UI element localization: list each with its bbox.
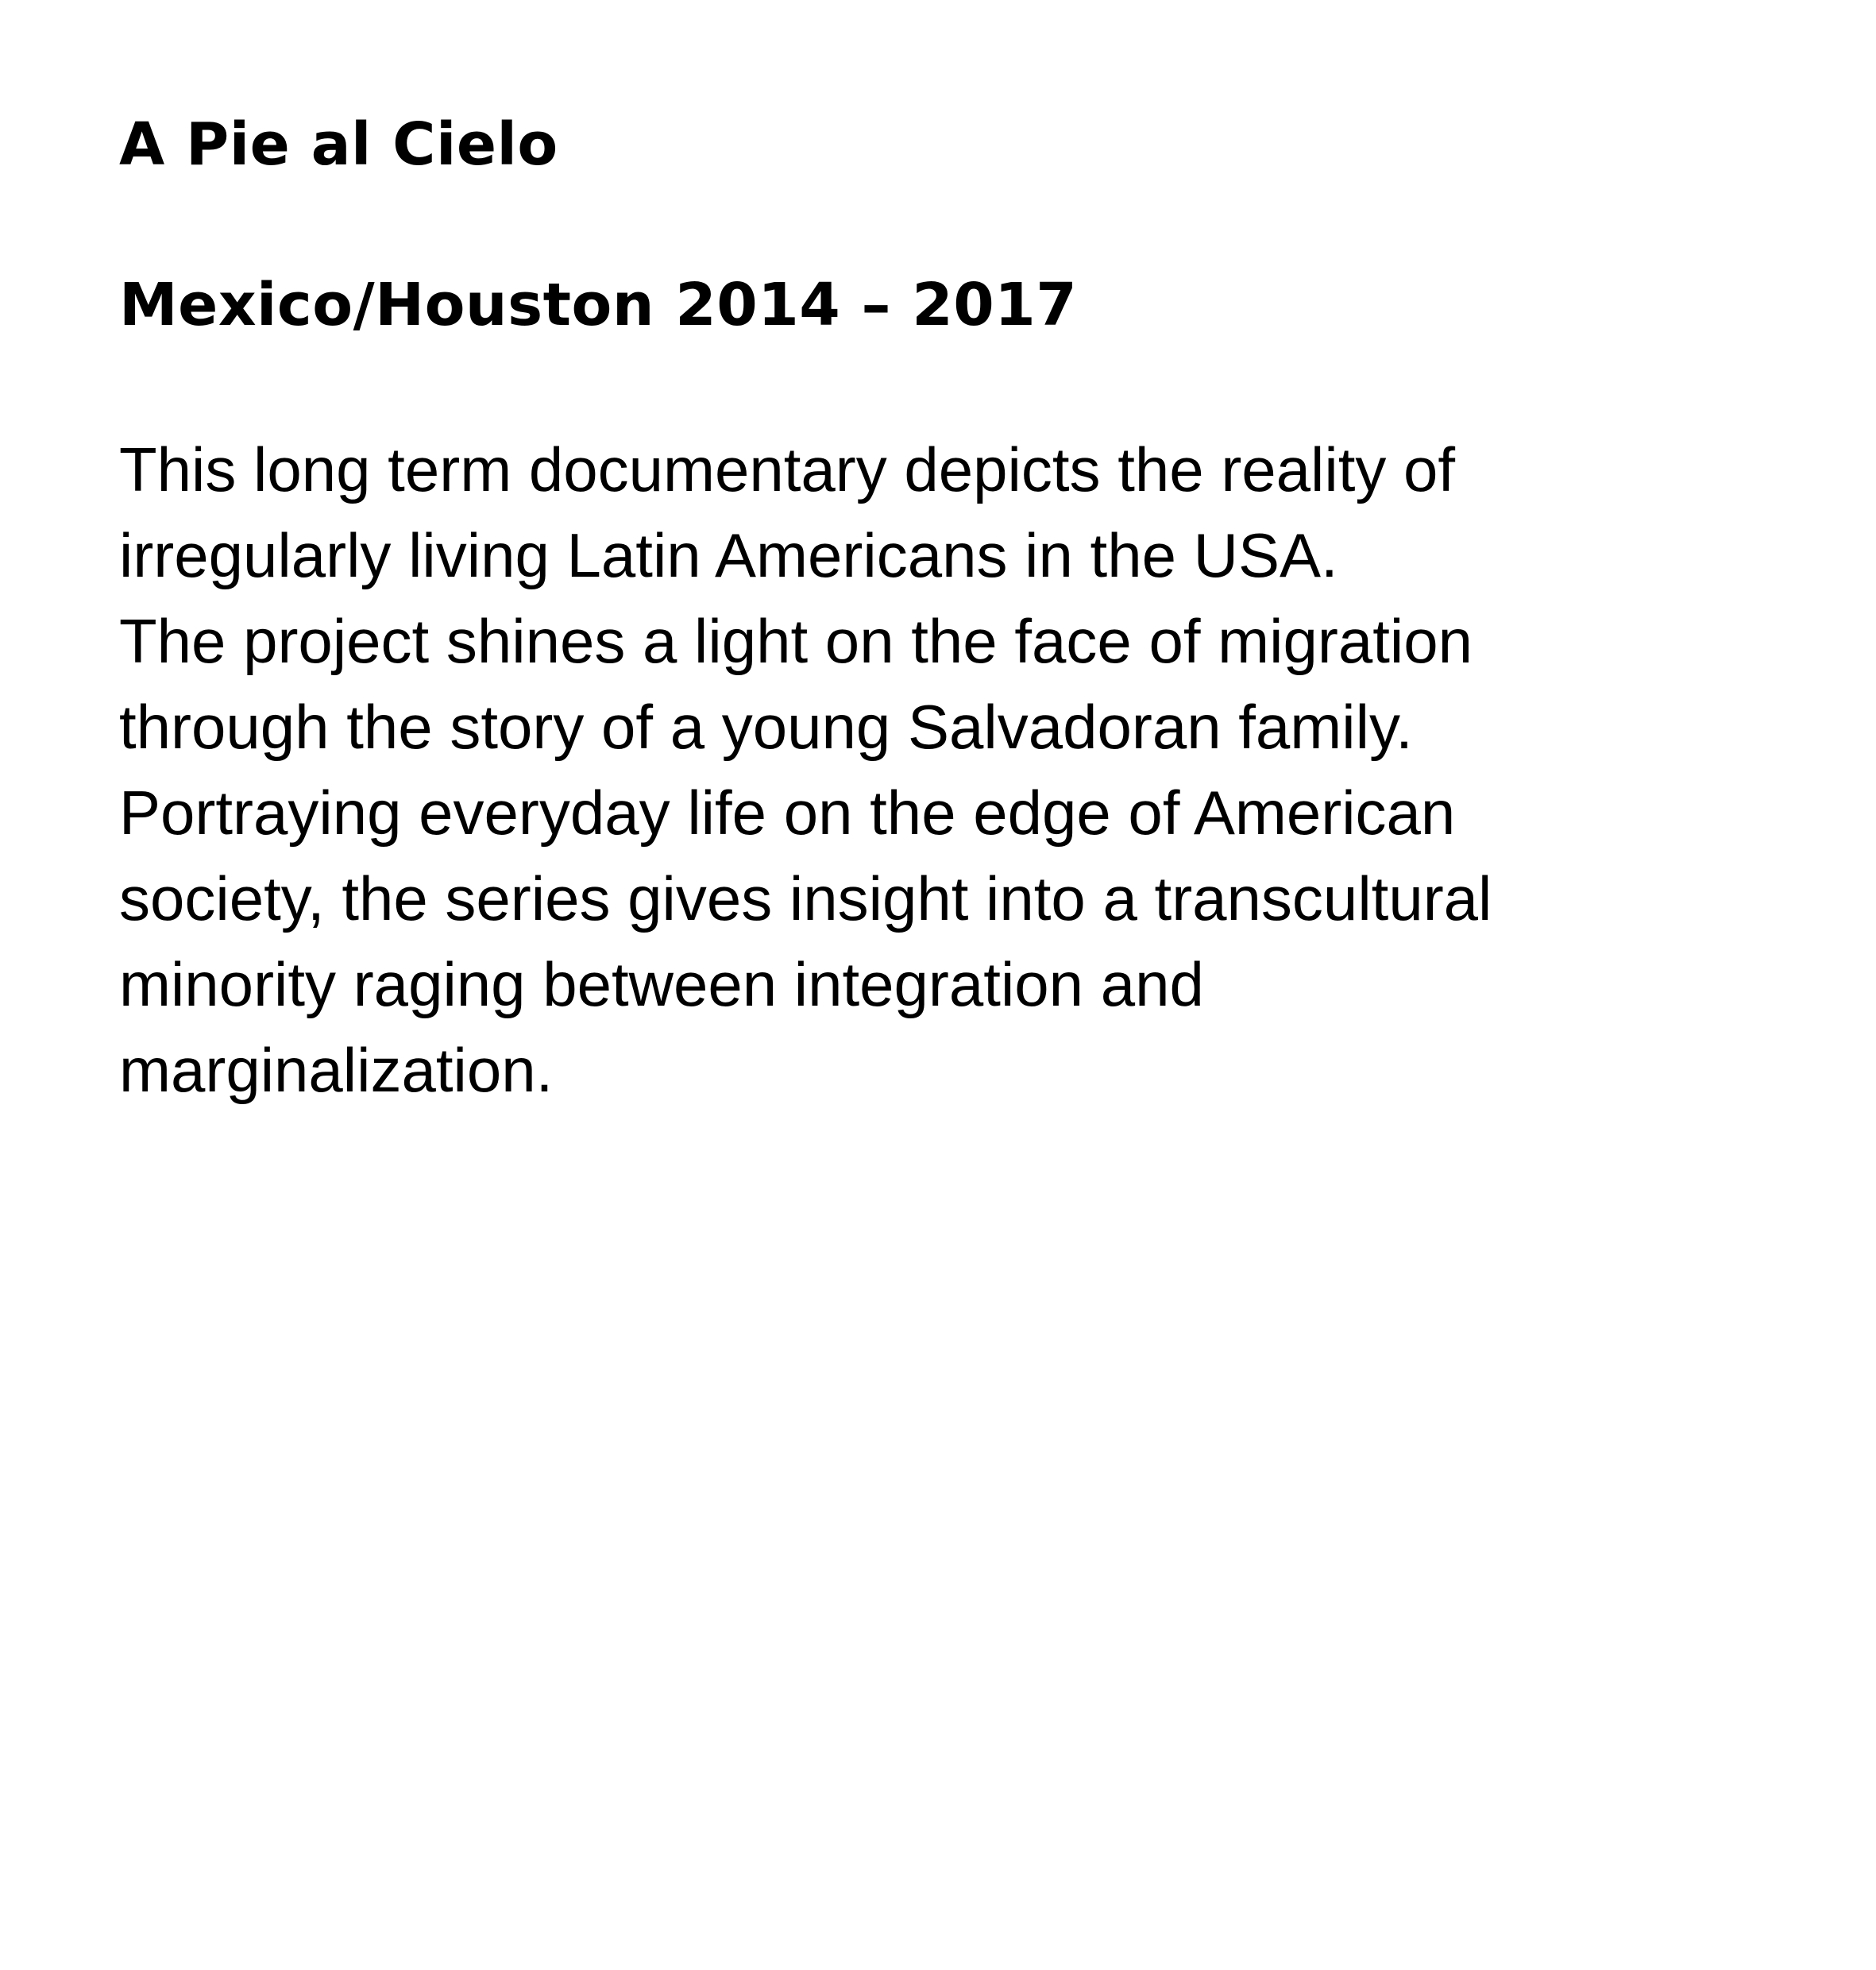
body-line: irregularly living Latin Americans in the USA. bbox=[119, 520, 1338, 590]
document-body bbox=[119, 427, 1787, 1113]
body-line: This long term documentary depicts the reality of bbox=[119, 435, 1456, 504]
body-line: minority raging between integration and bbox=[119, 949, 1204, 1019]
body-line: through the story of a young Salvadoran family. bbox=[119, 692, 1413, 762]
document-subtitle: Mexico/Houston 2014 – 2017 bbox=[119, 271, 1078, 339]
body-line: marginalization. bbox=[119, 1035, 554, 1105]
body-line: Portraying everyday life on the edge of American bbox=[119, 778, 1456, 848]
body-line: The project shines a light on the face of migration bbox=[119, 606, 1473, 676]
document-title: A Pie al Cielo bbox=[119, 110, 558, 179]
body-line: society, the series gives insight into a transcultural bbox=[119, 863, 1492, 933]
